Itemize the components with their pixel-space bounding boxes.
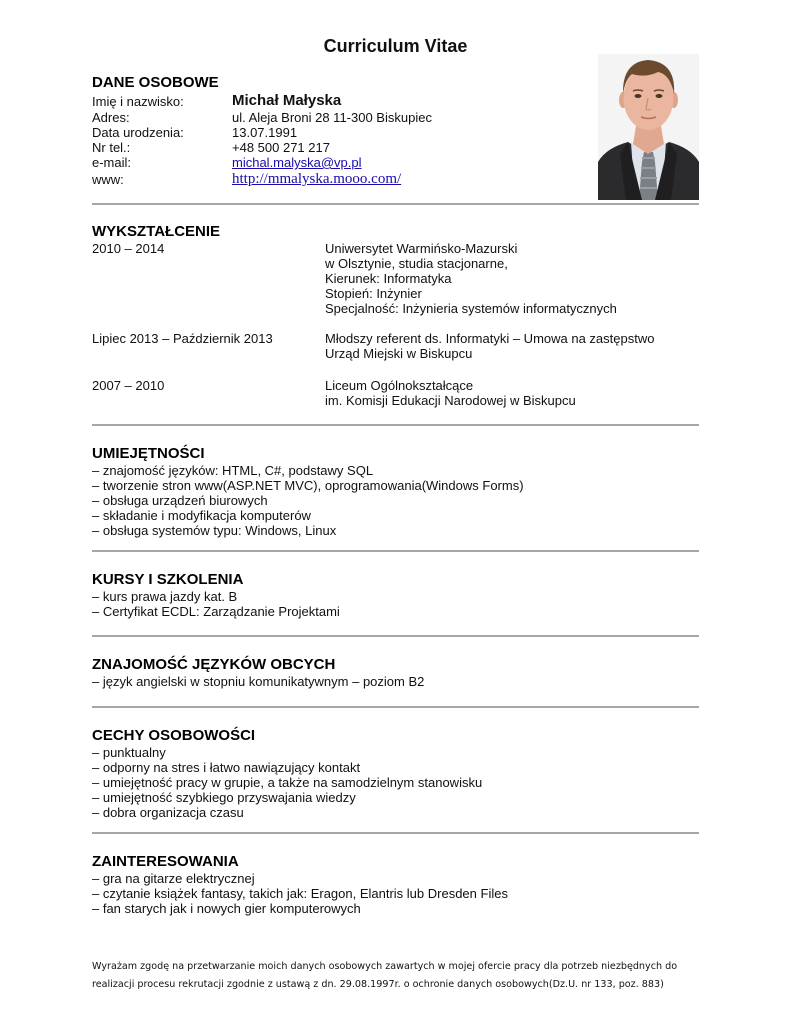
consent-line: realizacji procesu rekrutacji zgodnie z ustawą z dn. 29.08.1997r. o ochronie danych osobowych(Dz.U. nr 133, poz. 883) [92,979,664,990]
education-date: 2010 – 2014 [92,241,165,256]
languages-section [92,656,699,689]
page-title: Curriculum Vitae [323,36,468,56]
education-line: Liceum Ogólnokształcące [325,378,474,393]
list-item: – składanie i modyfikacja komputerów [92,508,311,523]
list-item: – gra na gitarze elektrycznej [92,871,255,886]
skills-heading: UMIEJĘTNOŚCI [92,445,205,462]
education-line: Stopień: Inżynier [325,286,422,301]
list-item: – znajomość języków: HTML, C#, podstawy SQL [92,463,374,478]
section-divider [92,424,699,426]
interests-heading: ZAINTERESOWANIA [92,853,239,870]
education-entry [92,331,699,361]
birthdate-label: Data urodzenia: [92,125,184,140]
name-value: Michał Małyska [232,92,342,109]
education-heading: WYKSZTAŁCENIE [92,223,221,240]
birthdate-value: 13.07.1991 [232,125,298,140]
education-date: 2007 – 2010 [92,378,165,393]
section-divider [92,706,699,708]
list-item: – obsługa systemów typu: Windows, Linux [92,523,337,538]
education-line: Urząd Miejski w Biskupcu [325,346,473,361]
personality-section [92,727,699,820]
website-link[interactable]: http://mmalyska.mooo.com/ [232,171,402,187]
education-line: w Olsztynie, studia stacjonarne, [325,256,508,271]
education-line: Kierunek: Informatyka [325,271,452,286]
list-item: – punktualny [92,745,166,760]
list-item: – umiejętność pracy w grupie, a także na samodzielnym stanowisku [92,775,483,790]
education-line: Młodszy referent ds. Informatyki – Umowa na zastępstwo [325,331,655,346]
list-item: – kurs prawa jazdy kat. B [92,589,238,604]
profile-photo-image [598,54,699,200]
courses-section [92,571,699,619]
phone-value: +48 500 271 217 [232,140,330,155]
education-date: Lipiec 2013 – Październik 2013 [92,331,273,346]
personality-heading: CECHY OSOBOWOŚCI [92,727,256,744]
consent-clause [92,958,712,994]
section-divider [92,832,699,834]
list-item: – odporny na stres i łatwo nawiązujący kontakt [92,760,361,775]
education-line: Uniwersytet Warmińsko-Mazurski [325,241,518,256]
address-value: ul. Aleja Broni 28 11-300 Biskupiec [232,110,432,125]
courses-heading: KURSY I SZKOLENIA [92,571,244,588]
education-entry [92,378,699,408]
profile-photo [598,54,699,200]
list-item: – fan starych jak i nowych gier komputerowych [92,901,361,916]
list-item: – język angielski w stopniu komunikatywnym – poziom B2 [92,674,425,689]
email-label: e-mail: [92,155,132,170]
skills-section [92,445,699,538]
education-line: im. Komisji Edukacji Narodowej w Biskupcu [325,393,576,408]
list-item: – tworzenie stron www(ASP.NET MVC), oprogramowania(Windows Forms) [92,478,524,493]
list-item: – czytanie książek fantasy, takich jak: Eragon, Elantris lub Dresden Files [92,886,508,901]
list-item: – obsługa urządzeń biurowych [92,493,268,508]
section-divider [92,550,699,552]
address-label: Adres: [92,110,130,125]
interests-section [92,853,699,916]
list-item: – umiejętność szybkiego przyswajania wiedzy [92,790,356,805]
list-item: – Certyfikat ECDL: Zarządzanie Projektami [92,604,340,619]
education-entry [92,241,699,316]
name-label: Imię i nazwisko: [92,94,184,109]
education-section [92,223,699,408]
consent-line: Wyrażam zgodę na przetwarzanie moich danych osobowych zawartych w mojej ofercie pracy dla potrzeb niezbędnych do [92,961,678,972]
email-link[interactable]: michal.malyska@vp.pl [232,155,362,170]
section-divider [92,635,699,637]
languages-heading: ZNAJOMOŚĆ JĘZYKÓW OBCYCH [92,656,336,673]
list-item: – dobra organizacja czasu [92,805,244,820]
section-divider [92,203,699,205]
www-label: www: [92,172,124,187]
phone-label: Nr tel.: [92,140,131,155]
personal-data-heading: DANE OSOBOWE [92,74,219,91]
education-line: Specjalność: Inżynieria systemów informatycznych [325,301,617,316]
